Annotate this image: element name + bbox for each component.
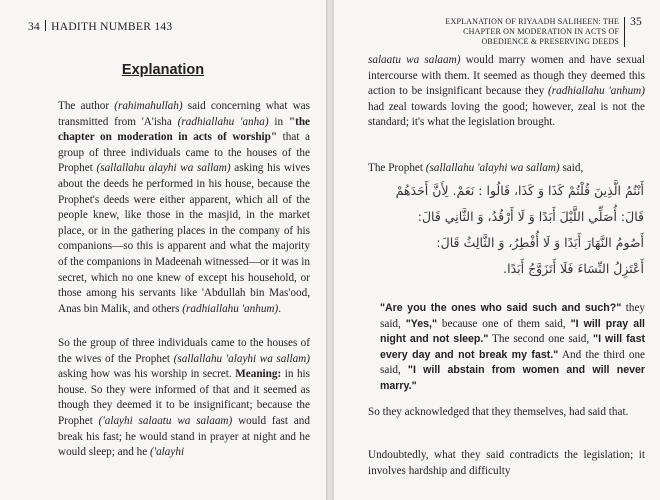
arabic-line: أَعْتَزِلُ النِّسَاءَ فَلَا أَتَزَوَّجُ أَبَدًا. xyxy=(503,261,644,276)
header-divider xyxy=(45,20,46,31)
right-paragraph-4: Undoubtedly, what they said contradicts the legislation; it involves hardship and difficulty xyxy=(368,449,645,477)
right-paragraph-1: salaatu wa salaam) would marry women and have sexual intercourse with them. It seemed as though they deemed this action to be insignificant because they (radhiallahu 'anhum) had zeal towards loving the good; however, zeal is not the standard; it's what the legislation brought. xyxy=(368,54,645,129)
left-page-number: 34 xyxy=(28,21,41,33)
right-running-head-title: EXPLANATION OF RIYAADH SALIHEEN: THE CHAPTER ON MODERATION IN ACTS OF OBEDIENCE & PRESERVING DEEDS xyxy=(445,17,620,46)
section-title: Explanation xyxy=(121,62,205,78)
arabic-line: أَصُومُ النَّهَارَ أَبَدًا وَ لَا أُفْطِرُ، وَ الثَّالِثُ قَالَ: xyxy=(436,235,644,250)
header-divider xyxy=(624,17,625,47)
left-page xyxy=(0,0,326,500)
right-running-head xyxy=(445,17,642,47)
left-running-head xyxy=(28,20,172,33)
left-running-head-title: HADITH NUMBER 143 xyxy=(51,21,173,33)
arabic-hadith-text xyxy=(374,178,644,282)
arabic-line: قَالَ: أُصَلِّي اللَّيْلَ أَبَدًا وَ لَا أَرْقُدُ، وَ الثَّانِي قَالَ: xyxy=(417,209,644,224)
right-page xyxy=(334,0,660,500)
book-gutter xyxy=(326,0,334,500)
left-paragraph-2: So the group of three individuals came to the houses of the wives of the Prophet (sallallahu 'alayhi wa sallam) asking how was his worship in secret. Meaning: in his house. So they were informed of that and it seemed as though they deemed it to be insignificant; because the Prophet ('alayhi salaatu wa salaam) would fast and break his fast; he would stand in prayer at night and he would sleep; and he ('alayhi xyxy=(58,337,310,459)
hadith-translation: "Are you the ones who said such and such?" they said, "Yes," because one of them said, "I will pray all night and not sleep." The second one said, "I will fast every day and not break my fast." And the third one said, "I will abstain from women and will never marry." xyxy=(380,302,646,392)
right-paragraph-3: So they acknowledged that they themselves, had said that. xyxy=(368,406,629,418)
right-paragraph-2: The Prophet (sallallahu 'alayhi wa sallam) said, xyxy=(368,162,584,174)
right-page-number: 35 xyxy=(630,16,642,28)
left-paragraph-1: The author (rahimahullah) said concerning what was transmitted from 'A'isha (radhiallahu 'anha) in "the chapter on moderation in acts of worship" that a group of three individuals came to the houses of the Prophet (sallallahu alayhi wa sallam) asking his wives about the deeds he performed in his house, because the Prophet's deeds were either apparent, which all of the people knew, like those in the masjid, in the market place, or in the gathering places in the company of his companions—so this is apparent and what the majority of the companions in Madeenah witnessed—or it was in secret, which no one knew of except his household, or those among his servants like 'Abdullah bin Mas'ood, Anas bin Malik, and others (radhiallahu 'anhum). xyxy=(58,100,311,315)
arabic-line: أَنْتُمُ الَّذِينَ قُلْتُمْ كَذَا وَ كَذَا، قَالُوا : نَعَمْ. لِأَنَّ أَحَدَهُمْ xyxy=(395,183,644,198)
